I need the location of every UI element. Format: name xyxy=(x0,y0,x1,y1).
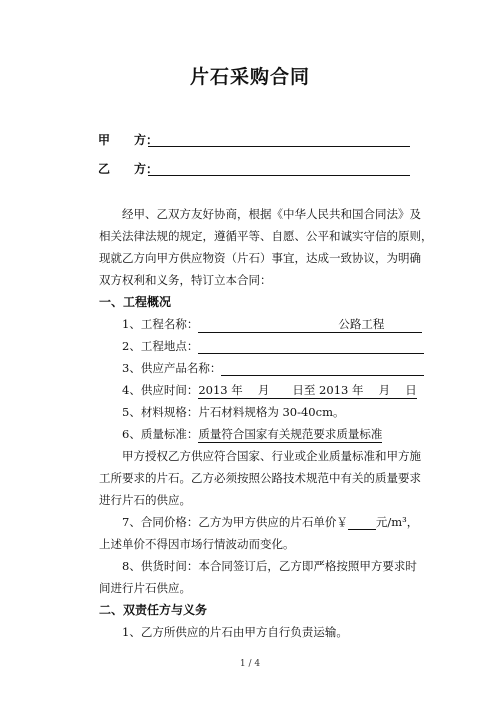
item-6-line xyxy=(122,426,382,442)
item-7-suffix: 元/m³， xyxy=(375,515,419,529)
item-6-label: 6、质量标准： xyxy=(122,427,199,441)
item-5-line: 5、材料规格：片石材料规格为 30-40cm。 xyxy=(122,405,345,419)
item-4-label: 4、供应时间： xyxy=(122,383,199,397)
item-7-line xyxy=(122,514,418,530)
preamble-line-2: 相关法律法规的规定，遵循平等、自愿、公平和诚实守信的原则， xyxy=(99,229,433,243)
authorization-line-3: 进行片石的供应。 xyxy=(99,493,191,507)
party-b-blank xyxy=(148,175,410,176)
project-location-blank xyxy=(198,340,424,354)
section-2-item-1: 1、乙方所供应的片石由甲方自行负责运输。 xyxy=(122,625,348,639)
preamble-line-4: 双方权利和义务，特订立本合同： xyxy=(99,273,272,287)
authorization-line-1: 甲方授权乙方供应符合国家、行业或企业质量标准和甲方施 xyxy=(122,449,421,463)
party-b-label: 乙 方： xyxy=(98,162,159,176)
unit-price-blank xyxy=(348,516,376,530)
preamble-line-3: 现就乙方向甲方供应物资（片石）事宜，达成一致协议，为明确 xyxy=(99,251,421,265)
item-1-label: 1、工程名称： xyxy=(122,317,199,331)
item-8-line-2: 间进行片石供应。 xyxy=(99,581,191,595)
authorization-line-2: 工所要求的片石。乙方必须按照公路技术规范中有关的质量要求 xyxy=(99,471,421,485)
preamble-line-1: 经甲、乙双方友好协商，根据《中华人民共和国合同法》及 xyxy=(122,207,421,221)
project-name-field xyxy=(198,316,422,333)
item-2-line xyxy=(122,338,424,354)
section-1-heading: 一、工程概况 xyxy=(99,295,172,309)
party-a-blank xyxy=(148,146,410,147)
item-1-line xyxy=(122,316,422,333)
item-2-label: 2、工程地点： xyxy=(122,339,199,353)
page-number: 1 / 4 xyxy=(239,659,261,669)
item-4-line xyxy=(122,382,417,398)
item-7-prefix: 7、合同价格：乙方为甲方供应的片石单价￥ xyxy=(122,515,348,529)
project-name-value: 公路工程 xyxy=(338,317,385,331)
party-a-label: 甲 方： xyxy=(98,133,159,147)
quality-standard-value: 质量符合国家有关规范要求质量标准 xyxy=(198,427,383,441)
item-7-line-2: 上述单价不得因市场行情波动而变化。 xyxy=(99,537,295,551)
product-name-blank xyxy=(221,362,424,376)
supply-period-value: 2013 年 月 日至 2013 年 月 日 xyxy=(198,383,417,397)
section-2-heading: 二、双责任方与义务 xyxy=(99,603,208,617)
item-8-line-1: 8、供货时间：本合同签订后，乙方即严格按照甲方要求时 xyxy=(122,559,417,573)
item-3-label: 3、供应产品名称： xyxy=(122,361,222,375)
item-3-line xyxy=(122,360,424,376)
document-title: 片石采购合同 xyxy=(189,66,310,88)
